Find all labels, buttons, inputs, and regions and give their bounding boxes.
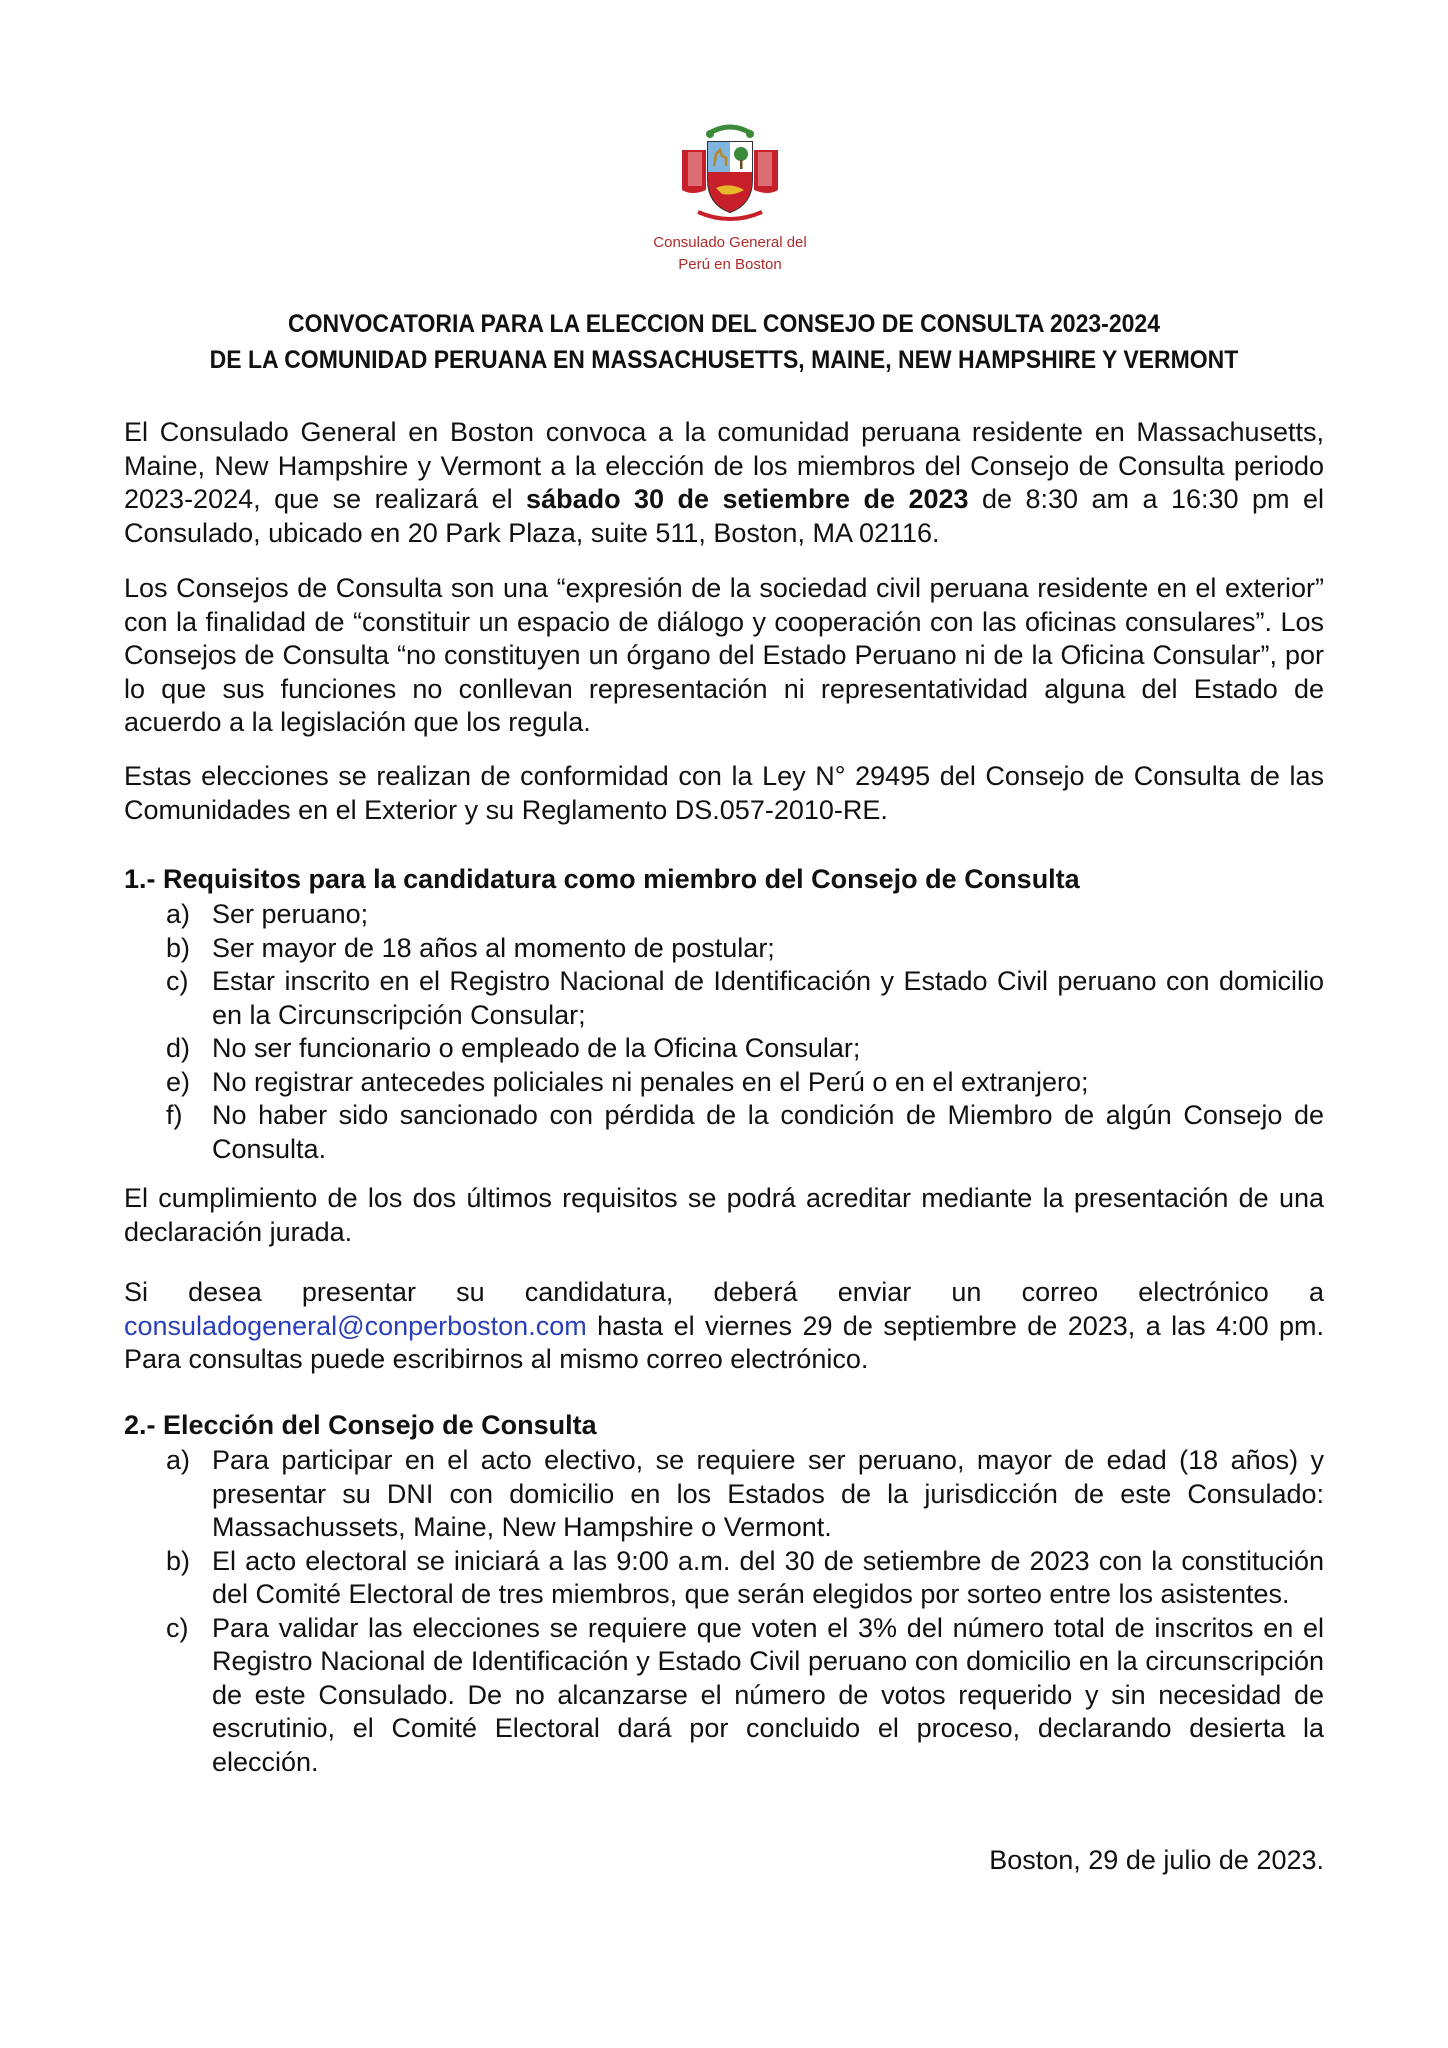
list-item-mark: a) — [166, 899, 191, 929]
list-item-mark: b) — [166, 932, 191, 963]
list-item-text: Para participar en el acto electivo, se requiere ser peruano, mayor de edad (18 años) y presentar su DNI con domicilio en los Estados de la jurisdicción de este Consulado: Massachussets, Maine, New Hampshire o Vermont. — [212, 1445, 1324, 1542]
list-item — [124, 1612, 1324, 1780]
paragraph-submission — [124, 1276, 1324, 1377]
list-item — [124, 1444, 1324, 1545]
list-item-text: No haber sido sancionado con pérdida de la condición de Miembro de algún Consejo de Consulta. — [212, 1100, 1324, 1164]
section-election-title: 2.- Elección del Consejo de Consulta — [124, 1410, 597, 1440]
list-item-mark: c) — [166, 1612, 189, 1643]
list-item — [124, 1099, 1324, 1166]
list-item-mark: c) — [166, 966, 189, 996]
paragraph-convocation — [124, 416, 1324, 550]
signature-date: Boston, 29 de julio de 2023. — [989, 1845, 1324, 1875]
list-item-text: No ser funcionario o empleado de la Oficina Consular; — [212, 1033, 861, 1063]
peru-coat-of-arms-icon — [670, 120, 790, 230]
logo-text-line1: Consulado General del — [653, 234, 807, 251]
paragraph-submission-text-a: Si desea presentar su candidatura, deberá enviar un correo electrónico a — [124, 1277, 1324, 1307]
title-line2: DE LA COMUNIDAD PERUANA EN MASSACHUSETTS, MAINE, NEW HAMPSHIRE Y VERMONT — [209, 346, 1239, 374]
requirements-list — [124, 898, 1324, 1166]
paragraph-consejos-description: Los Consejos de Consulta son una “expresión de la sociedad civil peruana residente en el exterior” con la finalidad de “constituir un espacio de diálogo y cooperación con las oficinas consulares”. Los Consejos de Consulta “no constituyen un órgano del Estado Peruano ni de la Oficina Consular”, por lo que sus funciones no conllevan representación ni representatividad alguna del Estado de acuerdo a la legislación que los regula. — [124, 573, 1324, 737]
list-item — [124, 932, 1324, 966]
list-item — [124, 898, 1324, 932]
list-item — [124, 1545, 1324, 1612]
list-item-mark: f) — [166, 1100, 183, 1130]
section-requirements — [124, 862, 1324, 1166]
paragraph-legal-basis: Estas elecciones se realizan de conformidad con la Ley N° 29495 del Consejo de Consulta de las Comunidades en el Exterior y su Reglamento DS.057-2010-RE. — [124, 761, 1324, 825]
list-item-text: Ser peruano; — [212, 899, 369, 929]
election-date: sábado 30 de setiembre de 2023 — [526, 484, 969, 514]
consulate-logo — [620, 120, 840, 274]
list-item-text: Estar inscrito en el Registro Nacional de Identificación y Estado Civil peruano con domicilio en la Circunscripción Consular; — [212, 966, 1324, 1030]
list-item-text: El acto electoral se iniciará a las 9:00 a.m. del 30 de setiembre de 2023 con la constitución del Comité Electoral de tres miembros, que serán elegidos por sorteo entre los asistentes. — [212, 1545, 1324, 1609]
section-election — [124, 1408, 1324, 1779]
list-item-mark: b) — [166, 1545, 191, 1576]
logo-text-line2: Perú en Boston — [678, 256, 782, 273]
election-list — [124, 1444, 1324, 1779]
paragraph-convocation-text-c: de 8:30 am a 16:30 pm el Consulado, ubicado en 20 Park Plaza, suite 511, Boston, MA 02116. — [124, 484, 1324, 548]
list-item — [124, 1066, 1324, 1100]
list-item-mark: e) — [166, 1066, 191, 1097]
list-item-mark: a) — [166, 1445, 191, 1475]
paragraph-convocation-text-a: El Consulado General en Boston convoca a la comunidad peruana residente en Massachusetts, Maine, New Hampshire y Vermont a la elección de los miembros del Consejo de Consulta periodo 2023-2024, que se realizará el — [124, 417, 1324, 514]
section-requirements-title: 1.- Requisitos para la candidatura como miembro del Consejo de Consulta — [124, 864, 1080, 894]
paragraph-submission-text-b: hasta el viernes 29 de septiembre de 2023, a las 4:00 pm. Para consultas puede escribirnos al mismo correo electrónico. — [124, 1310, 1324, 1374]
list-item — [124, 1032, 1324, 1066]
paragraph-sworn-declaration: El cumplimiento de los dos últimos requisitos se podrá acreditar mediante la presentación de una declaración jurada. — [124, 1183, 1324, 1247]
email-link[interactable]: consuladogeneral@conperboston.com — [124, 1310, 587, 1341]
title-line1: CONVOCATORIA PARA LA ELECCION DEL CONSEJO DE CONSULTA 2023-2024 — [287, 310, 1161, 338]
list-item-text: No registrar antecedes policiales ni penales en el Perú o en el extranjero; — [212, 1066, 1089, 1097]
list-item — [124, 965, 1324, 1032]
list-item-mark: d) — [166, 1033, 191, 1063]
list-item-text: Ser mayor de 18 años al momento de postular; — [212, 932, 775, 963]
document-title — [172, 306, 1276, 378]
list-item-text: Para validar las elecciones se requiere que voten el 3% del número total de inscritos en el Registro Nacional de Identificación y Estado Civil peruano con domicilio en la circunscripción de este Consulado. De no alcanzarse el número de votos requerido y sin necesidad de escrutinio, el Comité Electoral dará por concluido el proceso, declarando desierta la elección. — [212, 1612, 1324, 1777]
